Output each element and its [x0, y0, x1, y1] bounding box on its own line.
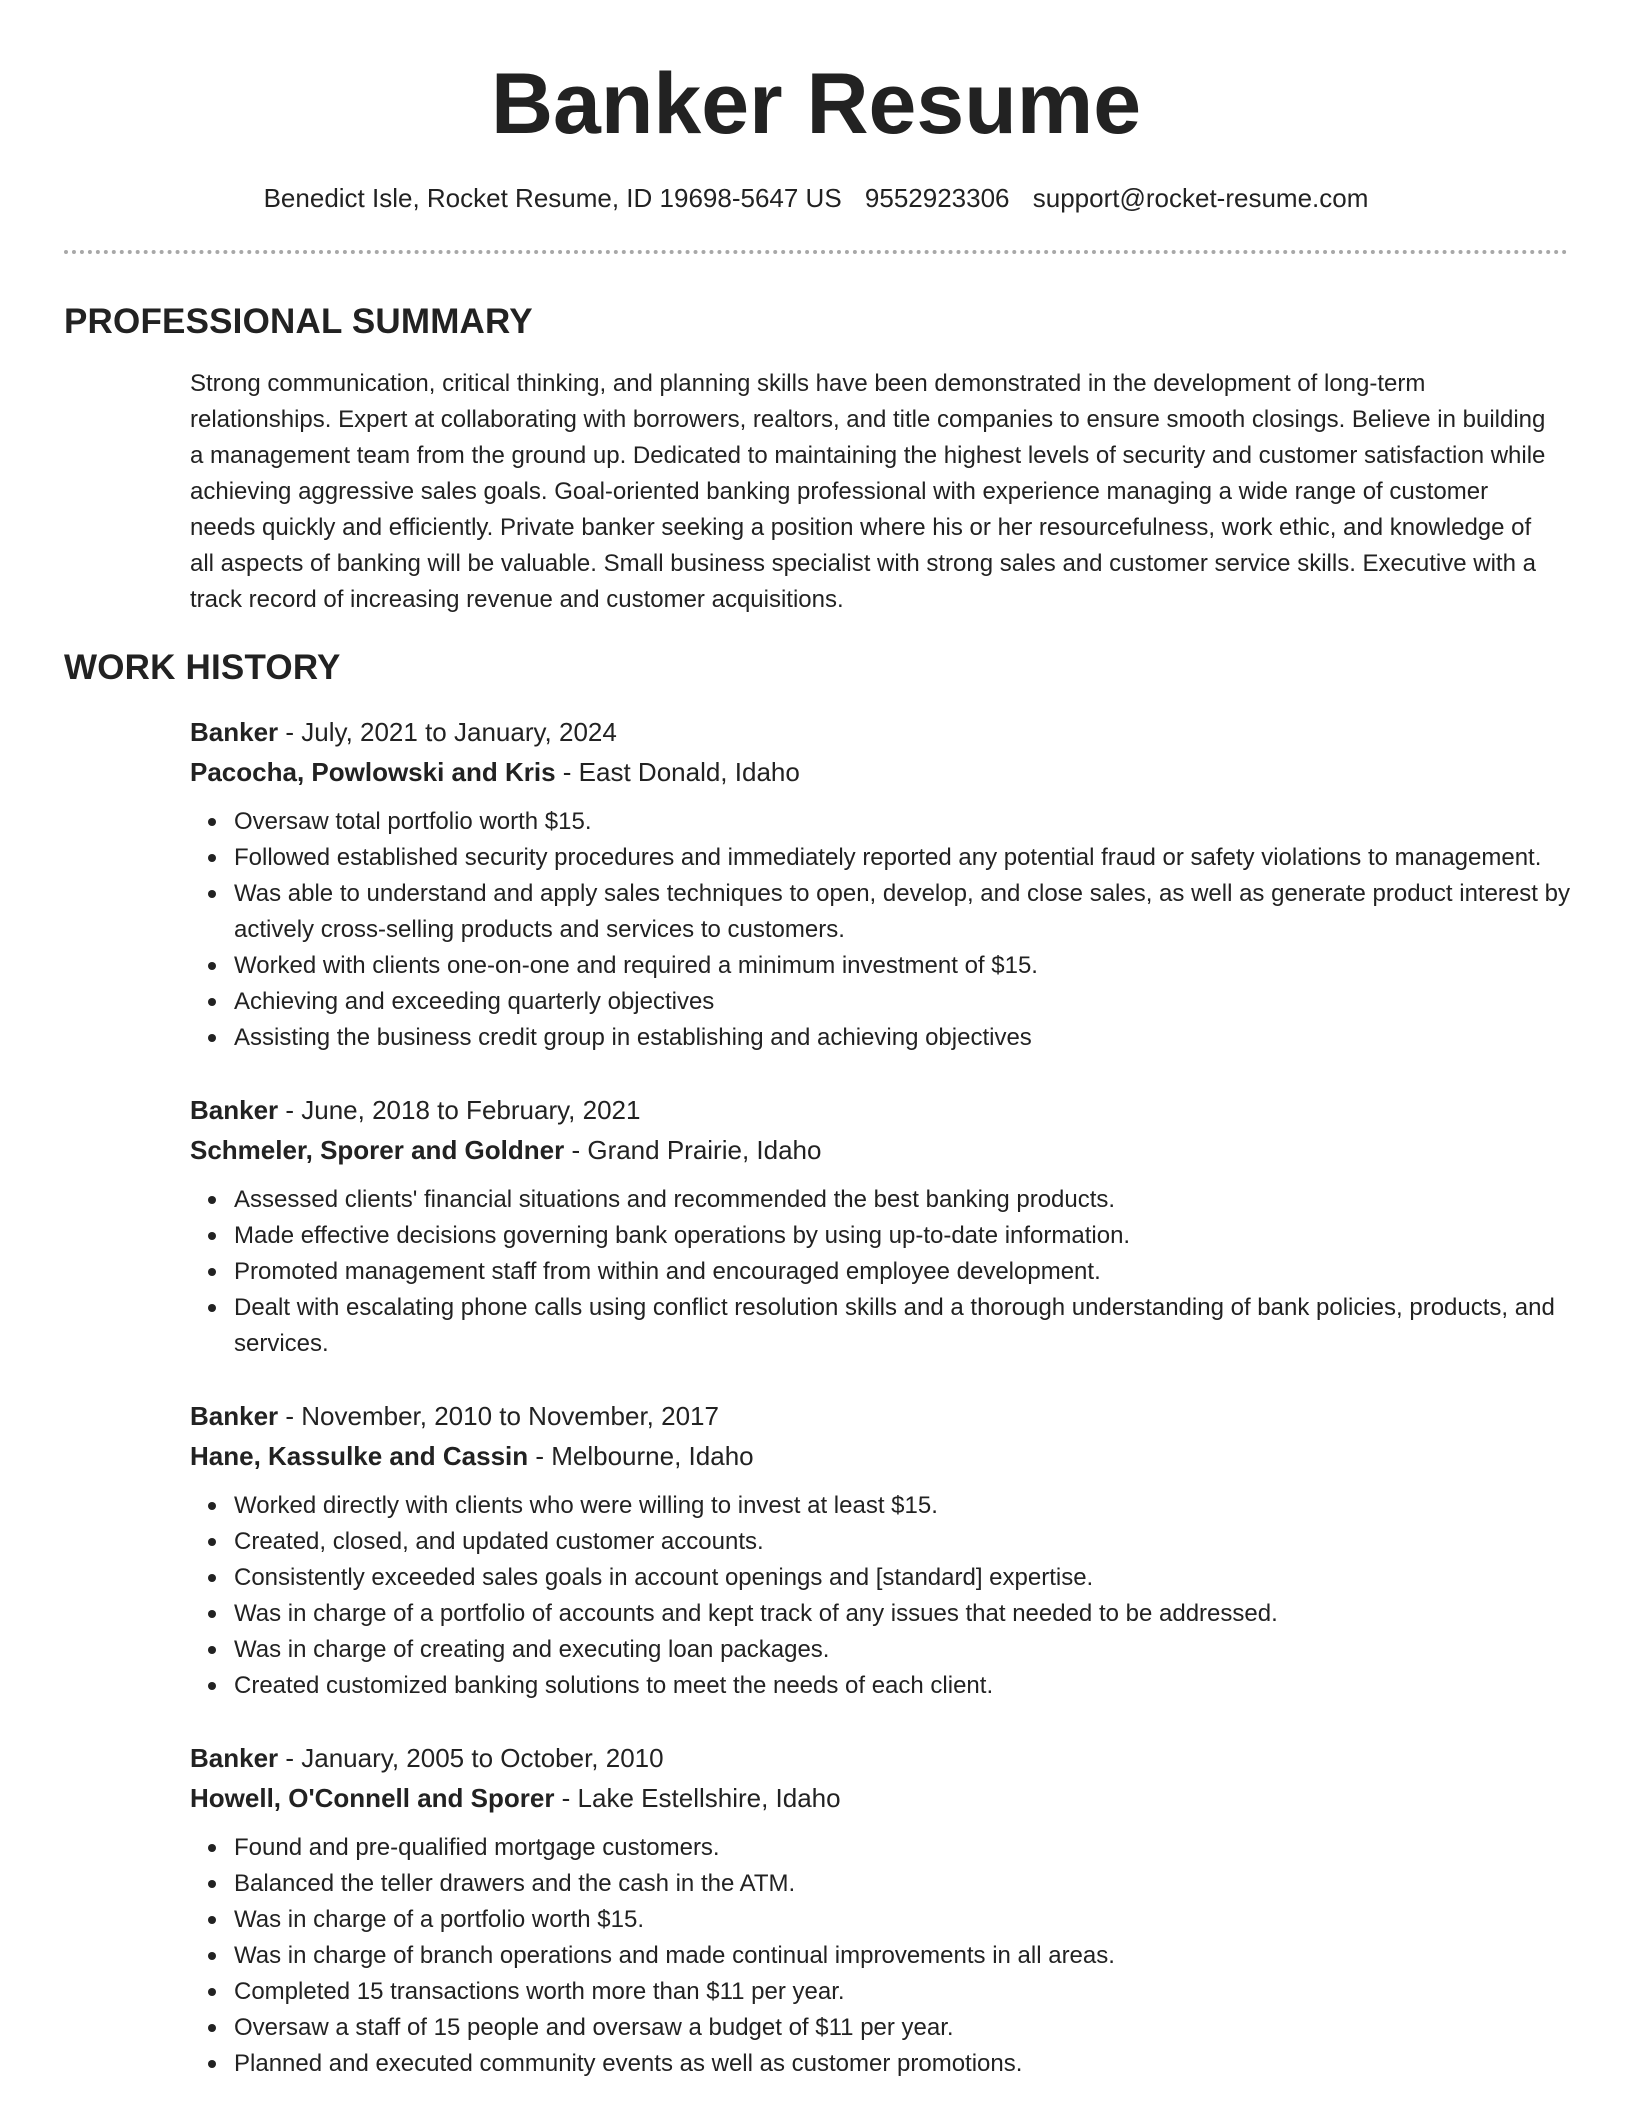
job-title-line: [190, 1738, 1580, 1778]
job-bullet: Balanced the teller drawers and the cash in the ATM.: [234, 1866, 1580, 1902]
job-location: - Grand Prairie, Idaho: [564, 1135, 822, 1165]
job-bullet-list: [190, 1182, 1580, 1362]
job-company-line: [190, 1778, 1580, 1818]
work-history-heading: WORK HISTORY: [64, 648, 341, 687]
job-title: Banker: [190, 717, 279, 747]
job-bullet: Found and pre-qualified mortgage customers.: [234, 1830, 1580, 1866]
job-company: Hane, Kassulke and Cassin: [190, 1441, 529, 1471]
job-bullet: Completed 15 transactions worth more than $11 per year.: [234, 1974, 1580, 2010]
job-company: Pacocha, Powlowski and Kris: [190, 757, 556, 787]
job-bullet: Was in charge of creating and executing loan packages.: [234, 1632, 1580, 1668]
job-bullet-list: [190, 1488, 1580, 1704]
job-bullet: Worked directly with clients who were willing to invest at least $15.: [234, 1488, 1580, 1524]
job-bullet: Was in charge of a portfolio of accounts and kept track of any issues that needed to be addressed.: [234, 1596, 1580, 1632]
job-title-line: [190, 1396, 1580, 1436]
summary-heading: PROFESSIONAL SUMMARY: [64, 302, 533, 341]
job-dates: - January, 2005 to October, 2010: [278, 1743, 664, 1773]
job-bullet: Planned and executed community events as well as customer promotions.: [234, 2046, 1580, 2082]
job-bullet: Worked with clients one-on-one and required a minimum investment of $15.: [234, 948, 1580, 984]
contact-address: Benedict Isle, Rocket Resume, ID 19698-5647 US: [263, 183, 842, 213]
job-company: Howell, O'Connell and Sporer: [190, 1783, 555, 1813]
job-entry: [190, 1090, 1580, 1362]
job-company-line: [190, 752, 1580, 792]
job-bullet: Was able to understand and apply sales techniques to open, develop, and close sales, as well as generate product interest by actively cross-selling products and services to customers.: [234, 876, 1580, 948]
job-company-line: [190, 1436, 1580, 1476]
job-title-line: [190, 1090, 1580, 1130]
job-bullet: Consistently exceeded sales goals in account openings and [standard] expertise.: [234, 1560, 1580, 1596]
job-title: Banker: [190, 1095, 279, 1125]
job-entry: [190, 1738, 1580, 2082]
job-location: - East Donald, Idaho: [555, 757, 800, 787]
job-bullet: Made effective decisions governing bank operations by using up-to-date information.: [234, 1218, 1580, 1254]
contact-email: support@rocket-resume.com: [1032, 183, 1369, 213]
job-bullet: Promoted management staff from within and encouraged employee development.: [234, 1254, 1580, 1290]
job-dates: - July, 2021 to January, 2024: [278, 717, 617, 747]
work-history-list: [190, 712, 1580, 2112]
job-bullet: Achieving and exceeding quarterly objectives: [234, 984, 1580, 1020]
job-bullet: Was in charge of a portfolio worth $15.: [234, 1902, 1580, 1938]
job-title: Banker: [190, 1743, 279, 1773]
job-bullet: Dealt with escalating phone calls using conflict resolution skills and a thorough understanding of bank policies, products, and services.: [234, 1290, 1580, 1362]
job-bullet: Followed established security procedures and immediately reported any potential fraud or safety violations to management.: [234, 840, 1580, 876]
job-location: - Lake Estellshire, Idaho: [554, 1783, 841, 1813]
job-bullet: Assessed clients' financial situations and recommended the best banking products.: [234, 1182, 1580, 1218]
job-entry: [190, 712, 1580, 1056]
job-entry: [190, 1396, 1580, 1704]
job-company-line: [190, 1130, 1580, 1170]
job-bullet: Created, closed, and updated customer accounts.: [234, 1524, 1580, 1560]
header-divider: [64, 250, 1568, 254]
job-bullet: Assisting the business credit group in establishing and achieving objectives: [234, 1020, 1580, 1056]
job-bullet-list: [190, 804, 1580, 1056]
job-title-line: [190, 712, 1580, 752]
job-bullet: Oversaw a staff of 15 people and oversaw a budget of $11 per year.: [234, 2010, 1580, 2046]
contact-phone: 9552923306: [864, 183, 1010, 213]
job-title: Banker: [190, 1401, 279, 1431]
job-dates: - November, 2010 to November, 2017: [278, 1401, 719, 1431]
job-location: - Melbourne, Idaho: [528, 1441, 754, 1471]
job-bullet: Oversaw total portfolio worth $15.: [234, 804, 1580, 840]
job-bullet-list: [190, 1830, 1580, 2082]
summary-text: Strong communication, critical thinking, and planning skills have been demonstrated in the development of long-term relationships. Expert at collaborating with borrowers, realtors, and title companies to ensure smooth closings. Believe in building a management team from the ground up. Dedicated to maintaining the highest levels of security and customer satisfaction while achieving aggressive sales goals. Goal-oriented banking professional with experience managing a wide range of customer needs quickly and efficiently. Private banker seeking a position where his or her resourcefulness, work ethic, and knowledge of all aspects of banking will be valuable. Small business specialist with strong sales and customer service skills. Executive with a track record of increasing revenue and customer acquisitions.: [190, 370, 1546, 613]
job-bullet: Created customized banking solutions to meet the needs of each client.: [234, 1668, 1580, 1704]
job-company: Schmeler, Sporer and Goldner: [190, 1135, 565, 1165]
job-bullet: Was in charge of branch operations and made continual improvements in all areas.: [234, 1938, 1580, 1974]
job-dates: - June, 2018 to February, 2021: [278, 1095, 641, 1125]
resume-title: Banker Resume: [490, 56, 1142, 152]
contact-line: [0, 180, 1632, 216]
